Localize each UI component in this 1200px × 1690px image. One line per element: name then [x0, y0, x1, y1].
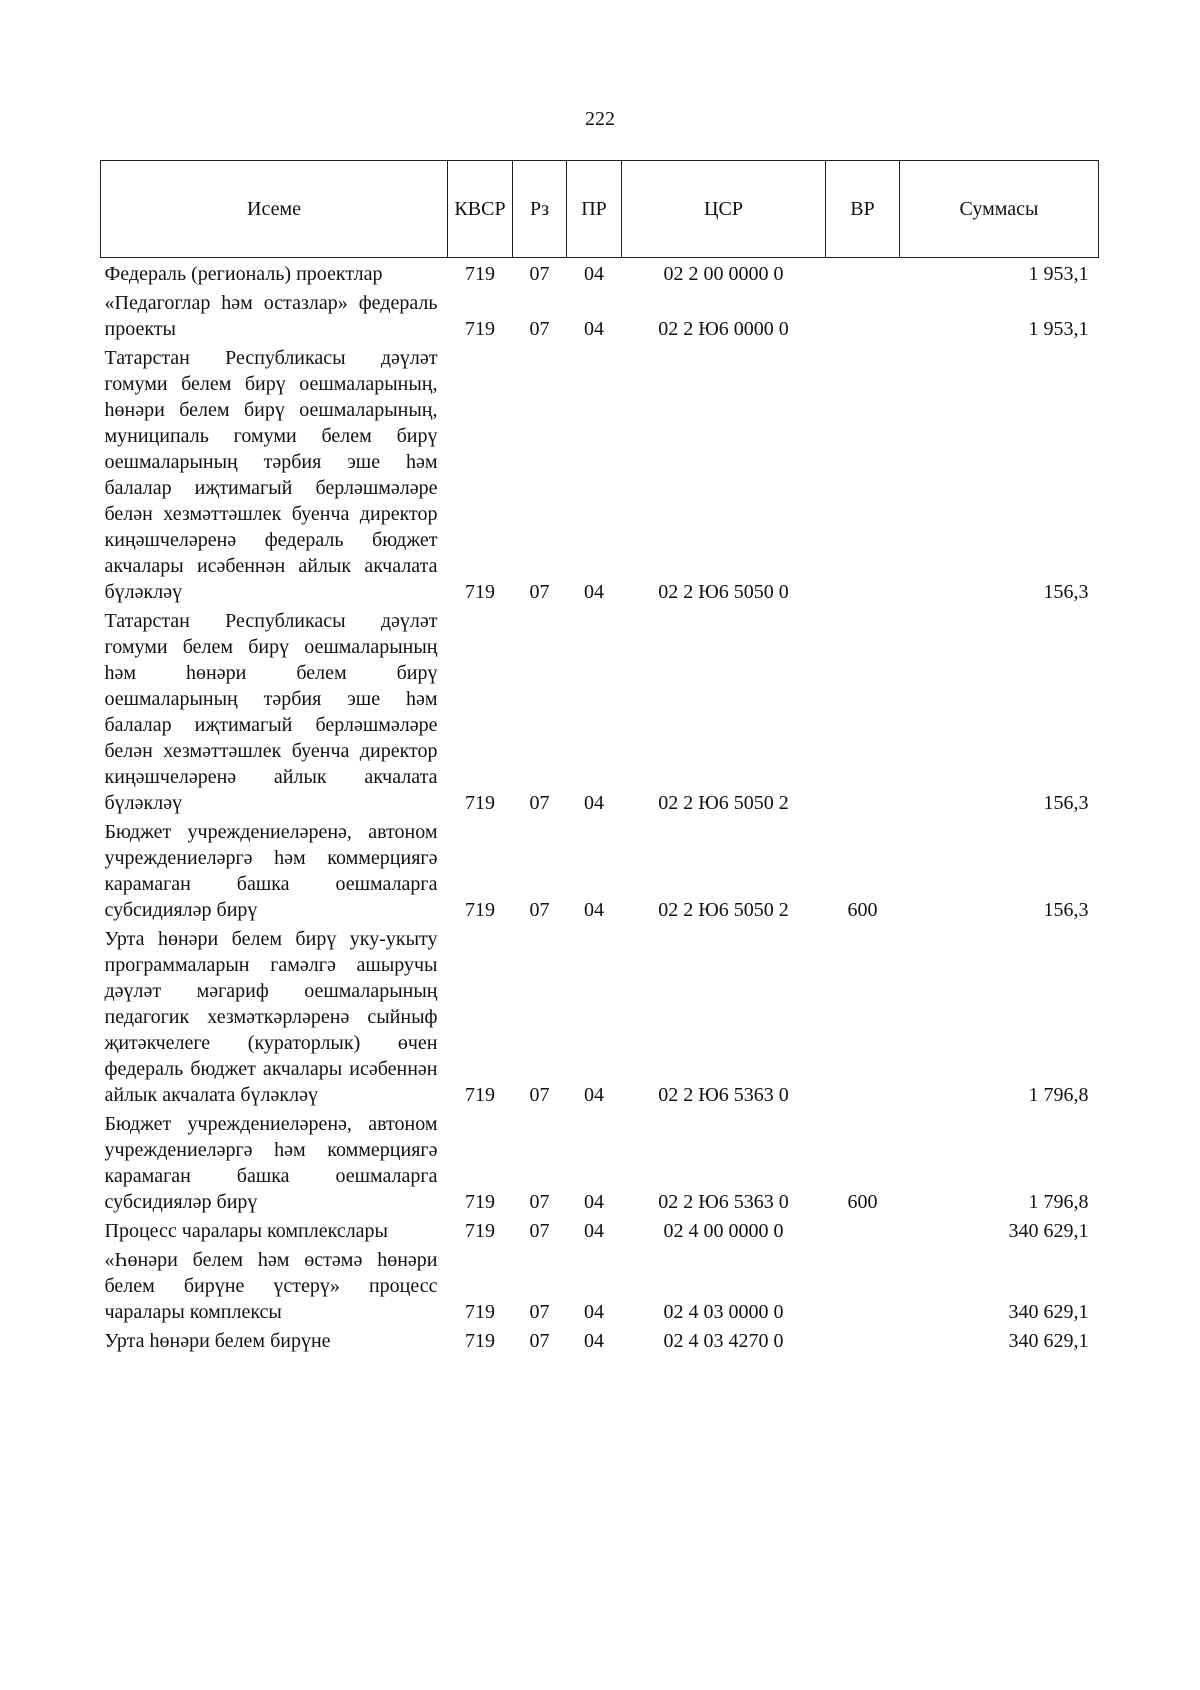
row-csr: 02 4 00 0000 0 — [663, 1220, 784, 1242]
row-csr: 02 4 03 4270 0 — [663, 1330, 784, 1352]
row-vr — [826, 1215, 900, 1244]
row-sum: 340 629,1 — [1008, 1330, 1089, 1352]
row-pr: 04 — [584, 1191, 604, 1213]
row-kvsr: 719 — [465, 1330, 495, 1352]
table-row — [101, 816, 1099, 923]
header-pr: ПР — [567, 161, 622, 258]
row-rz: 07 — [529, 1220, 550, 1242]
row-name: Татарстан Республикасы дәүләт гомуми белем бирү оешмаларының һәм һөнәри белем бирү оешмаларының тәрбия эше һәм балалар иҗтимагый берләшмәләре белән хезмәттәшлек буенча директор киңәшчеләренә айлык акчалата бүләкләү — [104, 610, 438, 814]
row-name: «Педагоглар һәм остазлар» федераль проекты — [104, 292, 438, 340]
row-name: Бюджет учреждениеләренә, автоном учреждениеләргә һәм коммерциягә карамаган башка оешмаларга субсидияләр бирү — [104, 1113, 438, 1213]
row-pr: 04 — [584, 1301, 604, 1323]
row-rz: 07 — [529, 318, 550, 340]
row-csr: 02 2 Ю6 5363 0 — [658, 1084, 789, 1106]
header-kvsr: КВСР — [448, 161, 513, 258]
row-vr — [826, 1244, 900, 1325]
header-vr: ВР — [826, 161, 900, 258]
row-name: Федераль (региональ) проектлар — [104, 263, 383, 285]
table-row — [101, 923, 1099, 1108]
row-csr: 02 2 00 0000 0 — [663, 263, 784, 285]
header-name: Исеме — [101, 161, 448, 258]
row-name: Урта һөнәри белем бирү уку-укыту программаларын гамәлгә ашыручы дәүләт мәгариф оешмаларының педагогик хезмәткәрләренә сыйныф җитәкчелеге (кураторлык) өчен федераль бюджет акчалары исәбеннән айлык акчалата бүләкләү — [104, 928, 438, 1106]
row-sum: 156,3 — [1043, 581, 1089, 603]
row-name: Татарстан Республикасы дәүләт гомуми белем бирү оешмаларының, һөнәри белем бирү оешмаларының, муниципаль гомуми белем бирү оешмаларының тәрбия эше һәм балалар иҗтимагый берләшмәләре белән хезмәттәшлек буенча директор киңәшчеләренә федераль бюджет акчалары исәбеннән айлык акчалата бүләкләү — [104, 347, 438, 603]
table-row — [101, 605, 1099, 816]
row-vr — [826, 1325, 900, 1354]
row-name: Бюджет учреждениеләренә, автоном учреждениеләргә һәм коммерциягә карамаган башка оешмаларга субсидияләр бирү — [104, 821, 438, 921]
row-csr: 02 2 Ю6 0000 0 — [658, 318, 789, 340]
row-kvsr: 719 — [465, 1220, 495, 1242]
page-number: 222 — [585, 108, 615, 130]
row-sum: 340 629,1 — [1008, 1301, 1089, 1323]
row-pr: 04 — [584, 792, 604, 814]
row-sum: 1 953,1 — [1028, 263, 1089, 285]
table-row — [101, 1215, 1099, 1244]
row-rz: 07 — [529, 581, 550, 603]
row-rz: 07 — [529, 1301, 550, 1323]
row-rz: 07 — [529, 792, 550, 814]
row-pr: 04 — [584, 1220, 604, 1242]
row-vr — [826, 258, 900, 288]
row-sum: 1 796,8 — [1028, 1191, 1089, 1213]
row-name: «Һөнәри белем һәм өстәмә һөнәри белем бирүне үстерү» процесс чаралары комплексы — [104, 1249, 438, 1323]
row-vr: 600 — [847, 1191, 878, 1213]
row-kvsr: 719 — [465, 318, 495, 340]
row-csr: 02 2 Ю6 5050 2 — [658, 899, 789, 921]
row-vr — [826, 287, 900, 342]
row-kvsr: 719 — [465, 263, 495, 285]
row-kvsr: 719 — [465, 792, 495, 814]
row-csr: 02 4 03 0000 0 — [663, 1301, 784, 1323]
table-row — [101, 1244, 1099, 1325]
row-kvsr: 719 — [465, 1191, 495, 1213]
row-csr: 02 2 Ю6 5050 2 — [658, 792, 789, 814]
budget-table — [100, 160, 1099, 1354]
header-csr: ЦСР — [622, 161, 826, 258]
row-vr — [826, 342, 900, 605]
table-row — [101, 258, 1099, 288]
row-pr: 04 — [584, 1330, 604, 1352]
table-row — [101, 342, 1099, 605]
header-sum: Суммасы — [900, 161, 1099, 258]
row-pr: 04 — [584, 581, 604, 603]
row-pr: 04 — [584, 263, 604, 285]
row-vr — [826, 923, 900, 1108]
row-sum: 340 629,1 — [1008, 1220, 1089, 1242]
row-vr: 600 — [847, 899, 878, 921]
row-rz: 07 — [529, 1084, 550, 1106]
header-rz: Рз — [513, 161, 567, 258]
row-rz: 07 — [529, 1330, 550, 1352]
row-csr: 02 2 Ю6 5050 0 — [658, 581, 789, 603]
row-pr: 04 — [584, 1084, 604, 1106]
row-sum: 156,3 — [1043, 792, 1089, 814]
table-row — [101, 1325, 1099, 1354]
table-row — [101, 1108, 1099, 1215]
row-kvsr: 719 — [465, 899, 495, 921]
row-name: Процесс чаралары комплекслары — [104, 1220, 388, 1242]
table-row — [101, 287, 1099, 342]
table-header — [101, 161, 1099, 258]
row-sum: 156,3 — [1043, 899, 1089, 921]
row-rz: 07 — [529, 1191, 550, 1213]
row-kvsr: 719 — [465, 1301, 495, 1323]
row-pr: 04 — [584, 899, 604, 921]
row-kvsr: 719 — [465, 581, 495, 603]
row-rz: 07 — [529, 263, 550, 285]
row-name: Урта һөнәри белем бирүне — [104, 1330, 331, 1352]
row-sum: 1 796,8 — [1028, 1084, 1089, 1106]
table-body — [101, 258, 1099, 1355]
row-rz: 07 — [529, 899, 550, 921]
row-pr: 04 — [584, 318, 604, 340]
row-kvsr: 719 — [465, 1084, 495, 1106]
row-vr — [826, 605, 900, 816]
row-sum: 1 953,1 — [1028, 318, 1089, 340]
row-csr: 02 2 Ю6 5363 0 — [658, 1191, 789, 1213]
